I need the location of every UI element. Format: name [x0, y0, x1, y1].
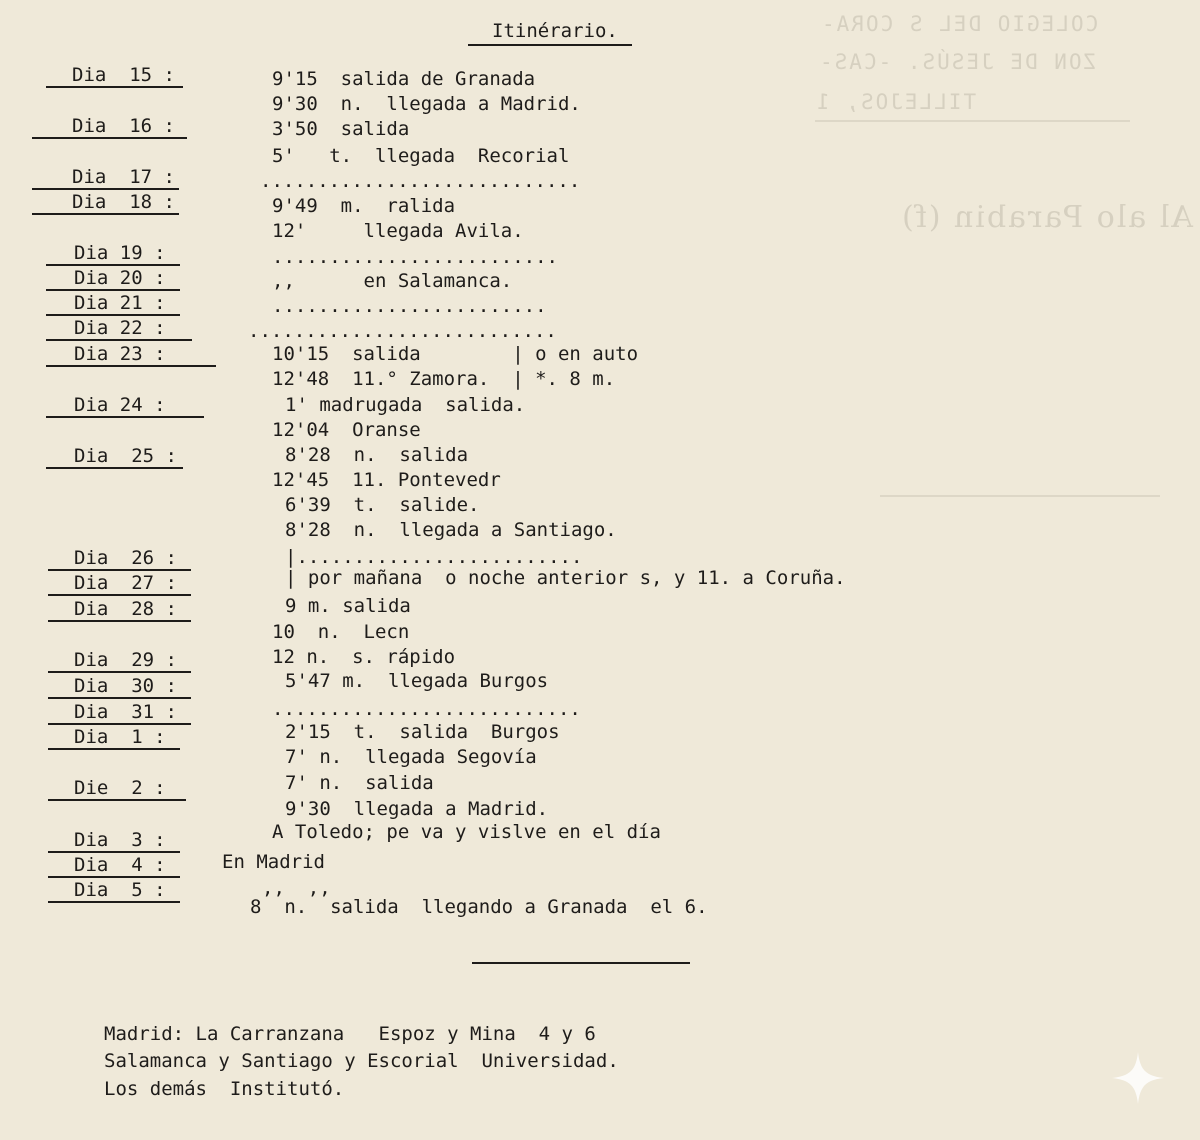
day-label: Dia 23 :: [46, 343, 216, 367]
itinerary-entry: ...........................: [248, 320, 557, 342]
day-label: Dia 1 :: [48, 726, 180, 750]
show-through-line: ZON DE JESÚS. -CAS-: [818, 50, 1097, 74]
itinerary-entry: 12 n. s. rápido: [272, 646, 456, 668]
show-through-staff: [880, 495, 1160, 497]
itinerary-entry: 3'50 salida: [272, 118, 410, 140]
itinerary-entry: 7' n. llegada Segovía: [285, 746, 537, 768]
show-through-line: COLEGIO DEL S CORA-: [820, 12, 1099, 36]
day-label: Dia 27 :: [48, 572, 191, 596]
itinerary-entry: 9'49 m. ralida: [272, 195, 456, 217]
itinerary-entry: A Toledo; pe va y vislve en el día: [272, 821, 661, 843]
day-label: Dia 30 :: [48, 675, 191, 699]
day-label: Dia 26 :: [48, 547, 191, 571]
itinerary-entry: 9 m. salida: [285, 595, 411, 617]
itinerary-entry: 8 n. salida llegando a Granada el 6.: [250, 896, 708, 918]
itinerary-entry: ...........................: [272, 698, 581, 720]
day-label: Dia 28 :: [48, 598, 191, 622]
itinerary-entry: 5' t. llegada Recorial: [272, 145, 570, 167]
itinerary-entry: 7' n. salida: [285, 772, 434, 794]
itinerary-entry: 12'45 11. Pontevedr: [272, 469, 501, 491]
document-title: Itinérario.: [468, 20, 632, 46]
itinerary-entry: .........................: [272, 246, 558, 268]
itinerary-entry: ........................: [272, 295, 547, 317]
itinerary-entry: ,, en Salamanca.: [272, 270, 513, 292]
itinerary-entry: 1' madrugada salida.: [285, 394, 526, 416]
itinerary-entry: 9'15 salida de Granada: [272, 68, 536, 90]
itinerary-entry: 10'15 salida | o en auto: [272, 343, 639, 365]
day-label: Dia 24 :: [46, 394, 204, 418]
itinerary-entry: 6'39 t. salide.: [285, 494, 480, 516]
itinerary-entry: 12'04 Oranse: [272, 419, 421, 441]
itinerary-entry: 12' llegada Avila.: [272, 220, 524, 242]
day-label: Dia 16 :: [32, 115, 187, 139]
footer-line: Madrid: La Carranzana Espoz y Mina 4 y 6: [104, 1023, 596, 1045]
footer-line: Salamanca y Santiago y Escorial Universidad.: [104, 1050, 619, 1072]
footer-line: Los demás Institutó.: [104, 1078, 345, 1100]
separator-rule: [472, 962, 690, 964]
itinerary-entry: 2'15 t. salida Burgos: [285, 721, 560, 743]
day-label: Dia 29 :: [48, 649, 191, 673]
show-through-rule: [815, 120, 1130, 122]
day-label: Dia 15 :: [46, 64, 183, 88]
itinerary-entry: 5'47 m. llegada Burgos: [285, 670, 549, 692]
itinerary-entry: 8'28 n. llegada a Santiago.: [285, 519, 617, 541]
itinerary-entry: ,, ,,: [262, 877, 331, 899]
day-label: Dia 19 :: [46, 242, 180, 266]
itinerary-entry: 9'30 n. llegada a Madrid.: [272, 93, 581, 115]
itinerary-entry: En Madrid: [222, 851, 325, 873]
itinerary-entry: |.........................: [285, 546, 583, 568]
show-through-heading: Al alo Parabin (f): [900, 200, 1193, 235]
day-label: Dia 21 :: [46, 292, 180, 316]
day-label: Die 2 :: [48, 777, 186, 801]
show-through-line: TILLEJOS, 1: [815, 90, 977, 114]
day-label: Dia 22 :: [46, 317, 192, 341]
day-label: Dia 25 :: [46, 445, 183, 469]
day-label: Dia 20 :: [46, 267, 180, 291]
day-label: Dia 3 :: [48, 829, 180, 853]
itinerary-entry: 9'30 llegada a Madrid.: [285, 798, 549, 820]
day-label: Dia 18 :: [32, 191, 179, 215]
itinerary-entry: 10 n. Lecn: [272, 621, 410, 643]
itinerary-entry: 12'48 11.° Zamora. | *. 8 m.: [272, 368, 616, 390]
day-label: Dia 17 :: [32, 166, 179, 190]
itinerary-entry: 8'28 n. salida: [285, 444, 469, 466]
day-label: Dia 4 :: [48, 854, 180, 878]
itinerary-entry: | por mañana o noche anterior s, y 11. a Coruña.: [285, 567, 846, 589]
day-label: Dia 5 :: [48, 879, 180, 903]
day-label: Dia 31 :: [48, 701, 191, 725]
sparkle-icon: [1110, 1050, 1166, 1106]
itinerary-entry: ............................: [260, 170, 581, 192]
